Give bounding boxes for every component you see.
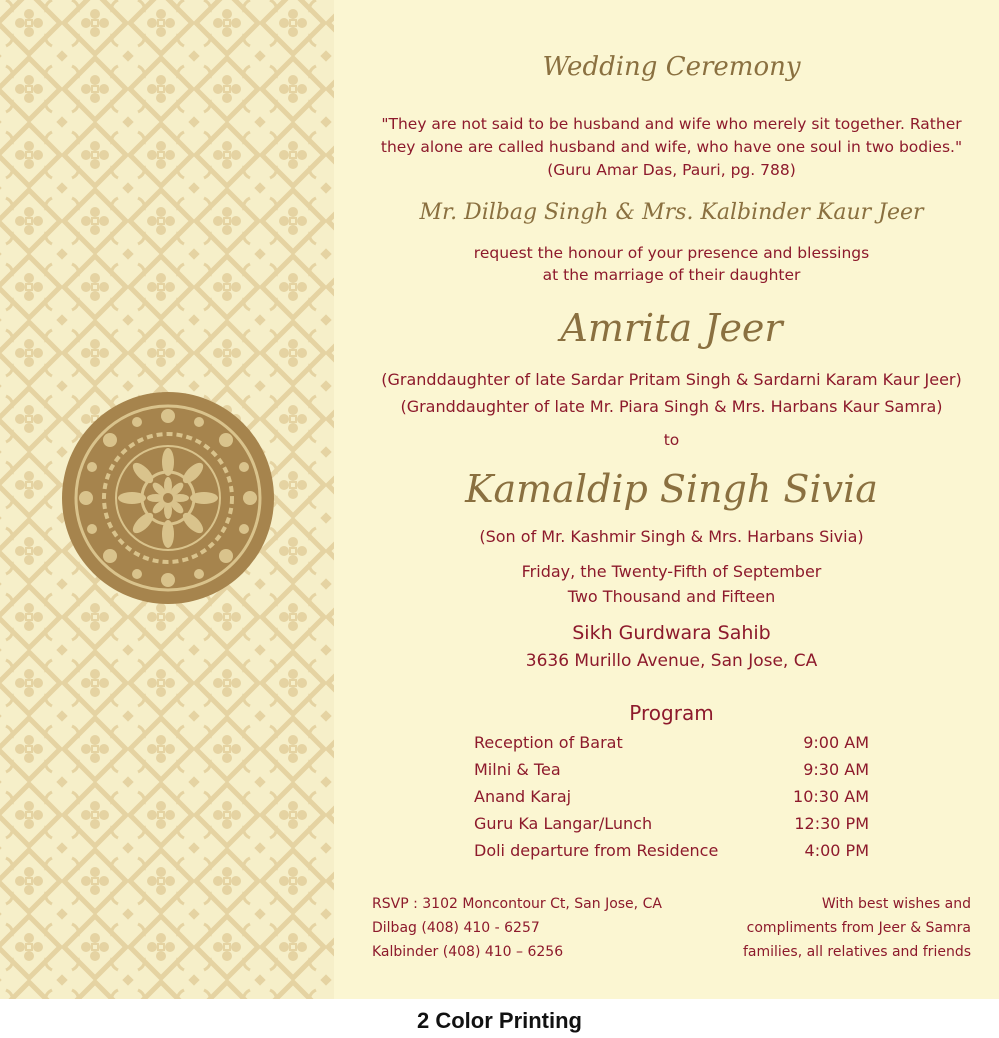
groom-name: Kamaldip Singh Sivia bbox=[465, 467, 878, 511]
program-time: 9:30 AM bbox=[803, 760, 869, 779]
rsvp-phone-kalbinder: Kalbinder (408) 410 – 6256 bbox=[372, 944, 564, 960]
program-item bbox=[474, 784, 869, 810]
mandala-medallion bbox=[62, 392, 274, 604]
rsvp-phone-dilbag: Dilbag (408) 410 - 6257 bbox=[372, 920, 540, 936]
program-event: Reception of Barat bbox=[474, 733, 623, 752]
date-line-2: Two Thousand and Fifteen bbox=[567, 587, 776, 606]
program-time: 10:30 AM bbox=[793, 787, 869, 806]
request-line-2: at the marriage of their daughter bbox=[542, 266, 801, 284]
print-caption: 2 Color Printing bbox=[417, 1008, 582, 1033]
venue-name: Sikh Gurdwara Sahib bbox=[572, 622, 771, 644]
program-time: 9:00 AM bbox=[803, 733, 869, 752]
program-title: Program bbox=[629, 701, 714, 725]
bride-lineage-2: (Granddaughter of late Mr. Piara Singh & Mrs. Harbans Kaur Samra) bbox=[400, 397, 943, 416]
bride-name: Amrita Jeer bbox=[560, 306, 783, 350]
program-item bbox=[474, 757, 869, 783]
program-time: 12:30 PM bbox=[794, 814, 869, 833]
request-line-1: request the honour of your presence and blessings bbox=[473, 244, 870, 262]
host-names: Mr. Dilbag Singh & Mrs. Kalbinder Kaur Jeer bbox=[419, 200, 924, 225]
wishes-line-2: compliments from Jeer & Samra bbox=[746, 920, 971, 936]
program-item bbox=[474, 730, 869, 756]
wishes-line-1: With best wishes and bbox=[821, 896, 971, 912]
program-time: 4:00 PM bbox=[804, 841, 869, 860]
wishes-line-3: families, all relatives and friends bbox=[742, 944, 971, 960]
groom-lineage: (Son of Mr. Kashmir Singh & Mrs. Harbans Sivia) bbox=[479, 527, 864, 546]
ceremony-title: Wedding Ceremony bbox=[542, 52, 801, 82]
connector-to: to bbox=[663, 431, 680, 449]
quote-line-2: they alone are called husband and wife, who have one soul in two bodies." bbox=[380, 138, 963, 156]
rsvp-block bbox=[372, 892, 662, 964]
rsvp-address: RSVP : 3102 Moncontour Ct, San Jose, CA bbox=[372, 896, 662, 912]
invitation-text-panel bbox=[334, 0, 999, 999]
quote-source: (Guru Amar Das, Pauri, pg. 788) bbox=[547, 161, 796, 179]
damask-pattern-panel bbox=[0, 0, 334, 999]
program-event: Doli departure from Residence bbox=[474, 841, 719, 860]
program-event: Milni & Tea bbox=[474, 760, 561, 779]
date-line-1: Friday, the Twenty-Fifth of September bbox=[521, 562, 822, 581]
program-event: Guru Ka Langar/Lunch bbox=[474, 814, 653, 833]
wishes-block bbox=[691, 892, 971, 964]
bride-lineage-1: (Granddaughter of late Sardar Pritam Singh & Sardarni Karam Kaur Jeer) bbox=[381, 370, 962, 389]
quote-line-1: "They are not said to be husband and wife who merely sit together. Rather bbox=[381, 115, 962, 133]
program-item bbox=[474, 811, 869, 837]
program-item bbox=[474, 838, 869, 864]
venue-address: 3636 Murillo Avenue, San Jose, CA bbox=[525, 651, 818, 671]
program-event: Anand Karaj bbox=[474, 787, 572, 806]
